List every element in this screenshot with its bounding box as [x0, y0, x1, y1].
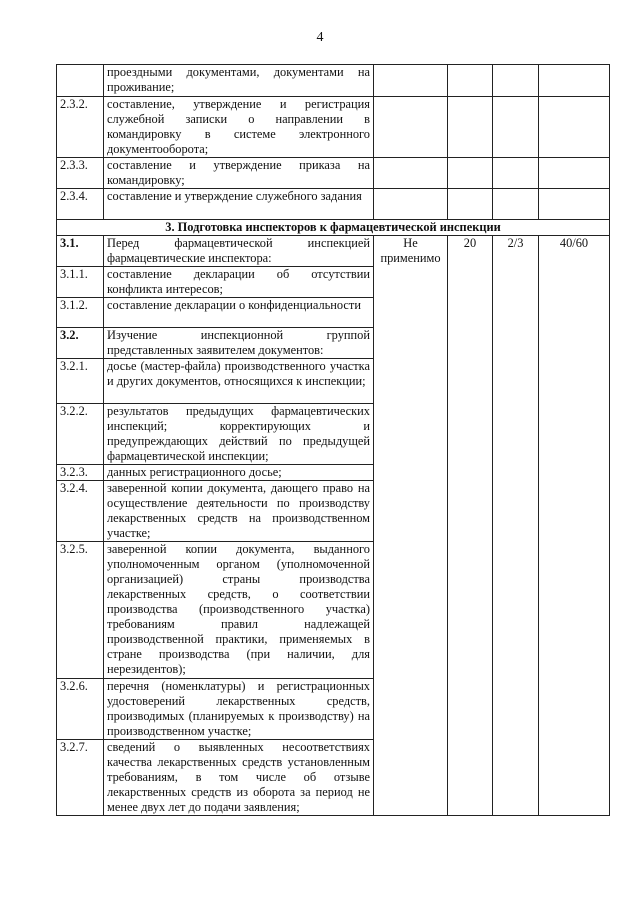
- row-description: Изучение инспекционной группой представленных заявителем документов:: [104, 328, 374, 359]
- row-number: 3.2.6.: [57, 679, 104, 740]
- row-number: 3.2.2.: [57, 404, 104, 465]
- row-number: 3.1.1.: [57, 267, 104, 298]
- row-description: заверенной копии документа, выданного уполномоченным органом (уполномоченной организацией) страны производства лекарственных средств, о соответствии производства (производственного участка) требованиям правил надлежащей производственной практики, применяемых в стране производства (при наличии, для нерезидентов);: [104, 542, 374, 679]
- row-description: составление декларации о конфиденциальности: [104, 298, 374, 328]
- section-header-row: [57, 220, 610, 236]
- value-cell-3: 40/60: [539, 236, 610, 816]
- row-description: Перед фармацевтической инспекцией фармацевтические инспектора:: [104, 236, 374, 267]
- row-number: 3.1.: [57, 236, 104, 267]
- value-cell-2: 2/3: [493, 236, 539, 816]
- row-number: 2.3.3.: [57, 158, 104, 189]
- empty-cell: [539, 65, 610, 97]
- row-number: 3.2.1.: [57, 359, 104, 404]
- empty-cell: [539, 189, 610, 220]
- applicability-cell: Не применимо: [374, 236, 448, 816]
- empty-cell: [539, 158, 610, 189]
- row-number: [57, 65, 104, 97]
- empty-cell: [448, 189, 493, 220]
- row-description: составление и утверждение приказа на командировку;: [104, 158, 374, 189]
- empty-cell: [493, 189, 539, 220]
- empty-cell: [448, 97, 493, 158]
- row-description: проездными документами, документами на проживание;: [104, 65, 374, 97]
- row-number: 3.2.: [57, 328, 104, 359]
- row-description: досье (мастер-файла) производственного участка и других документов, относящихся к инспекции;: [104, 359, 374, 404]
- row-number: 3.1.2.: [57, 298, 104, 328]
- row-description: составление и утверждение служебного задания: [104, 189, 374, 220]
- table-row: [57, 97, 610, 158]
- row-number: 3.2.5.: [57, 542, 104, 679]
- row-number: 3.2.7.: [57, 740, 104, 816]
- empty-cell: [448, 158, 493, 189]
- row-description: составление декларации об отсутствии конфликта интересов;: [104, 267, 374, 298]
- row-number: 2.3.2.: [57, 97, 104, 158]
- row-number: 2.3.4.: [57, 189, 104, 220]
- row-number: 3.2.3.: [57, 465, 104, 481]
- table-row: [57, 158, 610, 189]
- row-description: заверенной копии документа, дающего право на осуществление деятельности по производству лекарственных средств на производственном участке;: [104, 481, 374, 542]
- section-title: 3. Подготовка инспекторов к фармацевтической инспекции: [57, 220, 610, 236]
- table-row: [57, 189, 610, 220]
- value-cell-1: 20: [448, 236, 493, 816]
- empty-cell: [493, 65, 539, 97]
- table-row: [57, 65, 610, 97]
- page-number: 4: [316, 30, 324, 45]
- empty-cell: [448, 65, 493, 97]
- empty-cell: [493, 97, 539, 158]
- row-description: перечня (номенклатуры) и регистрационных удостоверений лекарственных средств, производимых (планируемых к производству) на производственном участке;: [104, 679, 374, 740]
- row-number: 3.2.4.: [57, 481, 104, 542]
- row-description: составление, утверждение и регистрация служебной записки о направлении в командировку в системе электронного документооборота;: [104, 97, 374, 158]
- empty-cell: [374, 158, 448, 189]
- empty-cell: [374, 65, 448, 97]
- document-table: [56, 64, 610, 816]
- empty-cell: [539, 97, 610, 158]
- row-description: сведений о выявленных несоответствиях качества лекарственных средств установленным требованиям, в том числе об отзыве лекарственных средств из оборота за период не менее двух лет до подачи заявления;: [104, 740, 374, 816]
- row-description: результатов предыдущих фармацевтических инспекций; корректирующих и предупреждающих действий по предыдущей фармацевтической инспекции;: [104, 404, 374, 465]
- empty-cell: [493, 158, 539, 189]
- empty-cell: [374, 97, 448, 158]
- table-row: [57, 236, 610, 267]
- row-description: данных регистрационного досье;: [104, 465, 374, 481]
- empty-cell: [374, 189, 448, 220]
